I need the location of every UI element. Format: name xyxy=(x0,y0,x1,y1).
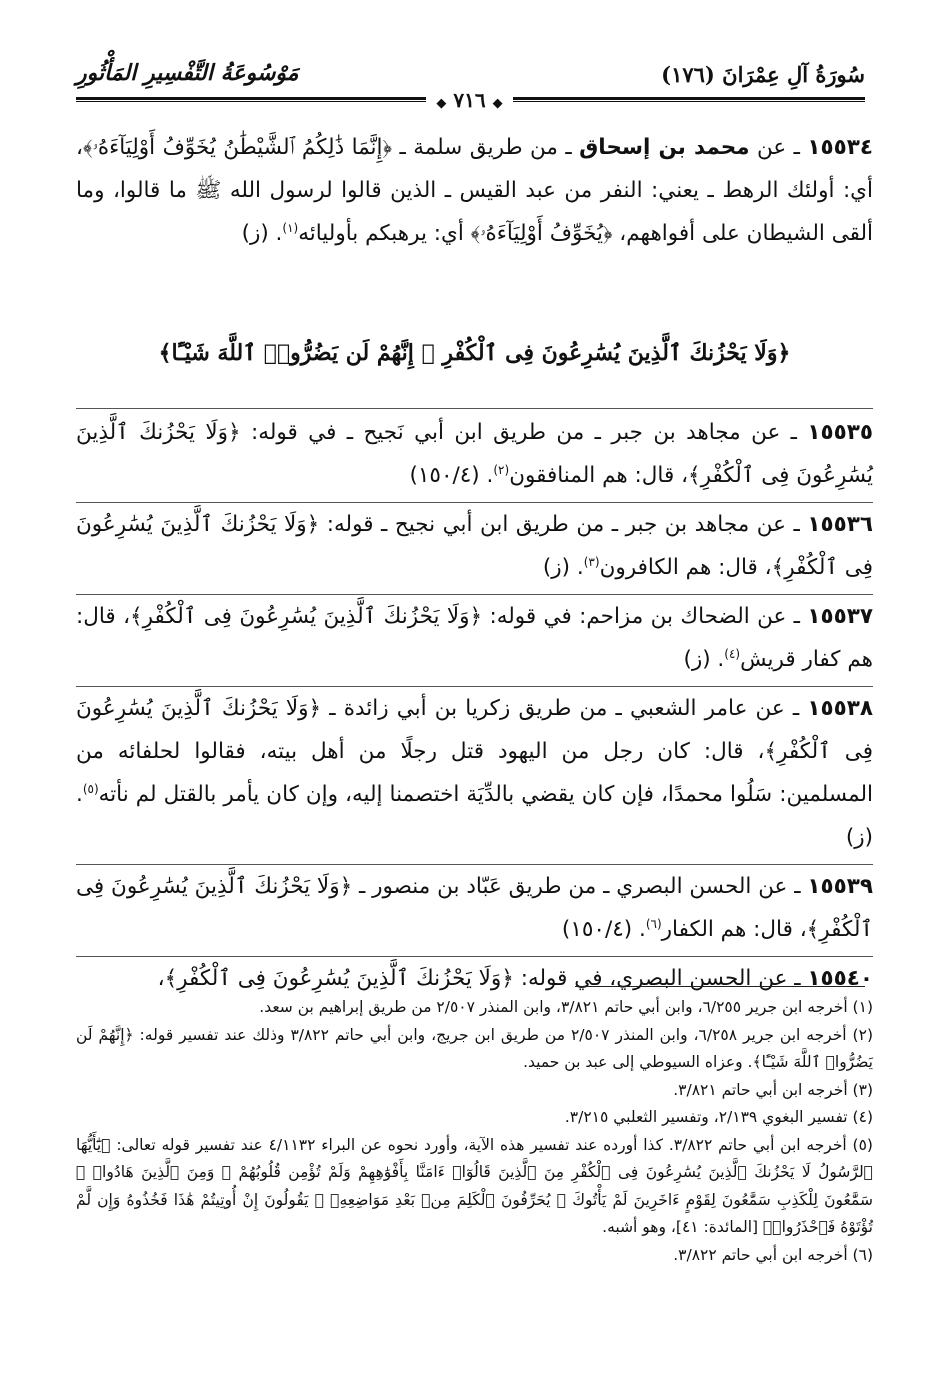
entry-prefix: ـ عن xyxy=(749,135,808,160)
entry-15536 xyxy=(76,503,873,589)
entry-15539 xyxy=(76,865,873,951)
entry-number: ١٥٥٣٥ xyxy=(807,420,873,445)
entry-text: ـ من طريق سلمة ـ ﴿إِنَّمَا ذَٰلِكُمُ ٱلشَّيْطَٰنُ يُخَوِّفُ أَوْلِيَآءَهُۥ﴾، أي: أولئك الرهط ـ يعني: النفر من عبد القيس ـ الذين قالوا لرسول الله ﷺ ما قالوا، وما ألقى الشيطان على أفواههم، ﴿يُخَوِّفُ أَوْلِيَآءَهُۥ﴾ أي: يرهبكم بأوليائه xyxy=(76,135,873,246)
entry-tail: . (ز) xyxy=(542,555,584,580)
entry-15535 xyxy=(76,411,873,497)
section-2 xyxy=(76,408,873,1005)
page-number-box xyxy=(0,88,939,112)
entry-tail: . (ز) xyxy=(683,647,725,672)
book-title: مَوْسُوعَةُ التَّفْسِيرِ المَأْثُورِ xyxy=(76,60,299,86)
surah-title: سُورَةُ آلِ عِمْرَانَ (١٧٦) xyxy=(661,62,865,87)
footnote-ref[interactable]: (٣) xyxy=(583,554,600,569)
footnote-ref[interactable]: (٤) xyxy=(724,646,741,661)
narrator-name: محمد بن إسحاق xyxy=(579,135,750,160)
footnote-ref[interactable]: (٢) xyxy=(493,462,510,477)
footnote-ref[interactable]: (٦) xyxy=(645,916,662,931)
entry-number: ١٥٥٣٩ xyxy=(807,874,873,899)
ornament-icon: ◆ xyxy=(436,96,447,111)
footnote-2: (٢) أخرجه ابن جرير ٦/٢٥٨، وابن المنذر ٢/٥٠٧ من طريق ابن جريج، وابن أبي حاتم ٣/٨٢٢ وذلك عند تفسير قوله: ﴿إِنَّهُمْ لَن يَضُرُّوا۟ ٱللَّهَ شَيْـًٔا﴾. وعزاه السيوطي إلى عبد بن حميد. xyxy=(76,1025,873,1071)
entry-tail: . (١٥٠/٤) xyxy=(409,463,494,488)
footnote-1: (١) أخرجه ابن جرير ٦/٢٥٥، وابن أبي حاتم ٣/٨٢١، وابن المنذر ٢/٥٠٧ من طريق إبراهيم بن سعد. xyxy=(259,998,873,1016)
footnote-5: (٥) أخرجه ابن أبي حاتم ٣/٨٢٢. كذا أورده عند تفسير هذه الآية، وأورد نحوه عن البراء ٤/١١٣٢ عند تفسير قوله تعالى: ﴿يَٰٓأَيُّهَا ٱلرَّسُولُ لَا يَحْزُنكَ ٱلَّذِينَ يُسَٰرِعُونَ فِى ٱلْكُفْرِ مِنَ ٱلَّذِينَ قَالُوٓا۟ ءَامَنَّا بِأَفْوَٰهِهِمْ وَلَمْ تُؤْمِن قُلُوبُهُمْ ۛ وَمِنَ ٱلَّذِينَ هَادُوا۟ ۛ سَمَّٰعُونَ لِلْكَذِبِ سَمَّٰعُونَ لِقَوْمٍ ءَاخَرِينَ لَمْ يَأْتُوكَ ۖ يُحَرِّفُونَ ٱلْكَلِمَ مِنۢ بَعْدِ مَوَاضِعِهِۦ ۖ يَقُولُونَ إِنْ أُوتِيتُمْ هَٰذَا فَخُذُوهُ وَإِن لَّمْ تُؤْتَوْهُ فَٱحْذَرُوا۟﴾ [المائدة: ٤١]، وهو أشبه. xyxy=(76,1135,873,1236)
entry-number: ١٥٥٤٠ xyxy=(807,966,873,991)
entry-15534 xyxy=(76,126,873,255)
footnotes xyxy=(76,994,873,1269)
entry-tail: . (ز) xyxy=(241,221,283,246)
footnote-3: (٣) أخرجه ابن أبي حاتم ٣/٨٢١. xyxy=(673,1080,873,1099)
entry-number: ١٥٥٣٨ xyxy=(807,696,873,721)
entry-text: ـ عن مجاهد بن جبر ـ من طريق ابن أبي نجيح ـ قوله: ﴿وَلَا يَحْزُنكَ ٱلَّذِينَ يُسَٰرِعُونَ فِى ٱلْكُفْرِ﴾، قال: هم الكافرون xyxy=(76,512,873,580)
entry-text: ـ عن الحسن البصري، في قوله: ﴿وَلَا يَحْزُنكَ ٱلَّذِينَ يُسَٰرِعُونَ فِى ٱلْكُفْرِ﴾، xyxy=(157,966,808,991)
entry-text: ـ عن مجاهد بن جبر ـ من طريق ابن أبي نَجيح ـ في قوله: ﴿وَلَا يَحْزُنكَ ٱلَّذِينَ يُسَٰرِعُونَ فِى ٱلْكُفْرِ﴾، قال: هم المنافقون xyxy=(76,420,873,488)
verse-heading: ﴿وَلَا يَحْزُنكَ ٱلَّذِينَ يُسَٰرِعُونَ فِى ٱلْكُفْرِ ۚ إِنَّهُمْ لَن يَضُرُّوا۟ ٱللَّهَ شَيْـًٔا﴾ xyxy=(158,340,791,366)
footnote-ref[interactable]: (١) xyxy=(282,220,299,235)
entry-tail: . (١٥٠/٤) xyxy=(561,917,646,942)
entry-text: ـ عن الضحاك بن مزاحم: في قوله: ﴿وَلَا يَحْزُنكَ ٱلَّذِينَ يُسَٰرِعُونَ فِى ٱلْكُفْرِ﴾، قال: هم كفار قريش xyxy=(76,604,873,672)
footnote-ref[interactable]: (٥) xyxy=(82,781,99,796)
entry-number: ١٥٥٣٦ xyxy=(807,512,873,537)
entry-number: ١٥٥٣٤ xyxy=(807,135,873,160)
entry-text: ـ عن عامر الشعبي ـ من طريق زكريا بن أبي زائدة ـ ﴿وَلَا يَحْزُنكَ ٱلَّذِينَ يُسَٰرِعُونَ فِى ٱلْكُفْرِ﴾، قال: كان رجل من اليهود قتل رجلًا من أهل بيته، فقالوا لحلفائه من المسلمين: سَلُوا محمدًا، فإن كان يقضي بالدِّيَة اختصمنا إليه، وإن كان يأمر بالقتل لم نأته xyxy=(76,696,873,807)
entry-tail: . (ز) xyxy=(76,782,873,850)
page-number: ٧١٦ xyxy=(453,88,486,112)
footnote-6: (٦) أخرجه ابن أبي حاتم ٣/٨٢٢. xyxy=(673,1245,873,1264)
footnote-4: (٤) تفسير البغوي ٢/١٣٩، وتفسير الثعلبي ٣/٢١٥. xyxy=(564,1108,873,1126)
footnote-rule xyxy=(575,986,865,987)
entry-15538 xyxy=(76,687,873,859)
entry-text: ـ عن الحسن البصري ـ من طريق عَبّاد بن منصور ـ ﴿وَلَا يَحْزُنكَ ٱلَّذِينَ يُسَٰرِعُونَ فِى ٱلْكُفْرِ﴾، قال: هم الكفار xyxy=(76,874,873,942)
entry-number: ١٥٥٣٧ xyxy=(807,604,873,629)
entry-divider xyxy=(76,408,873,409)
section-1 xyxy=(76,126,873,255)
ornament-icon: ◆ xyxy=(492,96,503,111)
entry-15537 xyxy=(76,595,873,681)
